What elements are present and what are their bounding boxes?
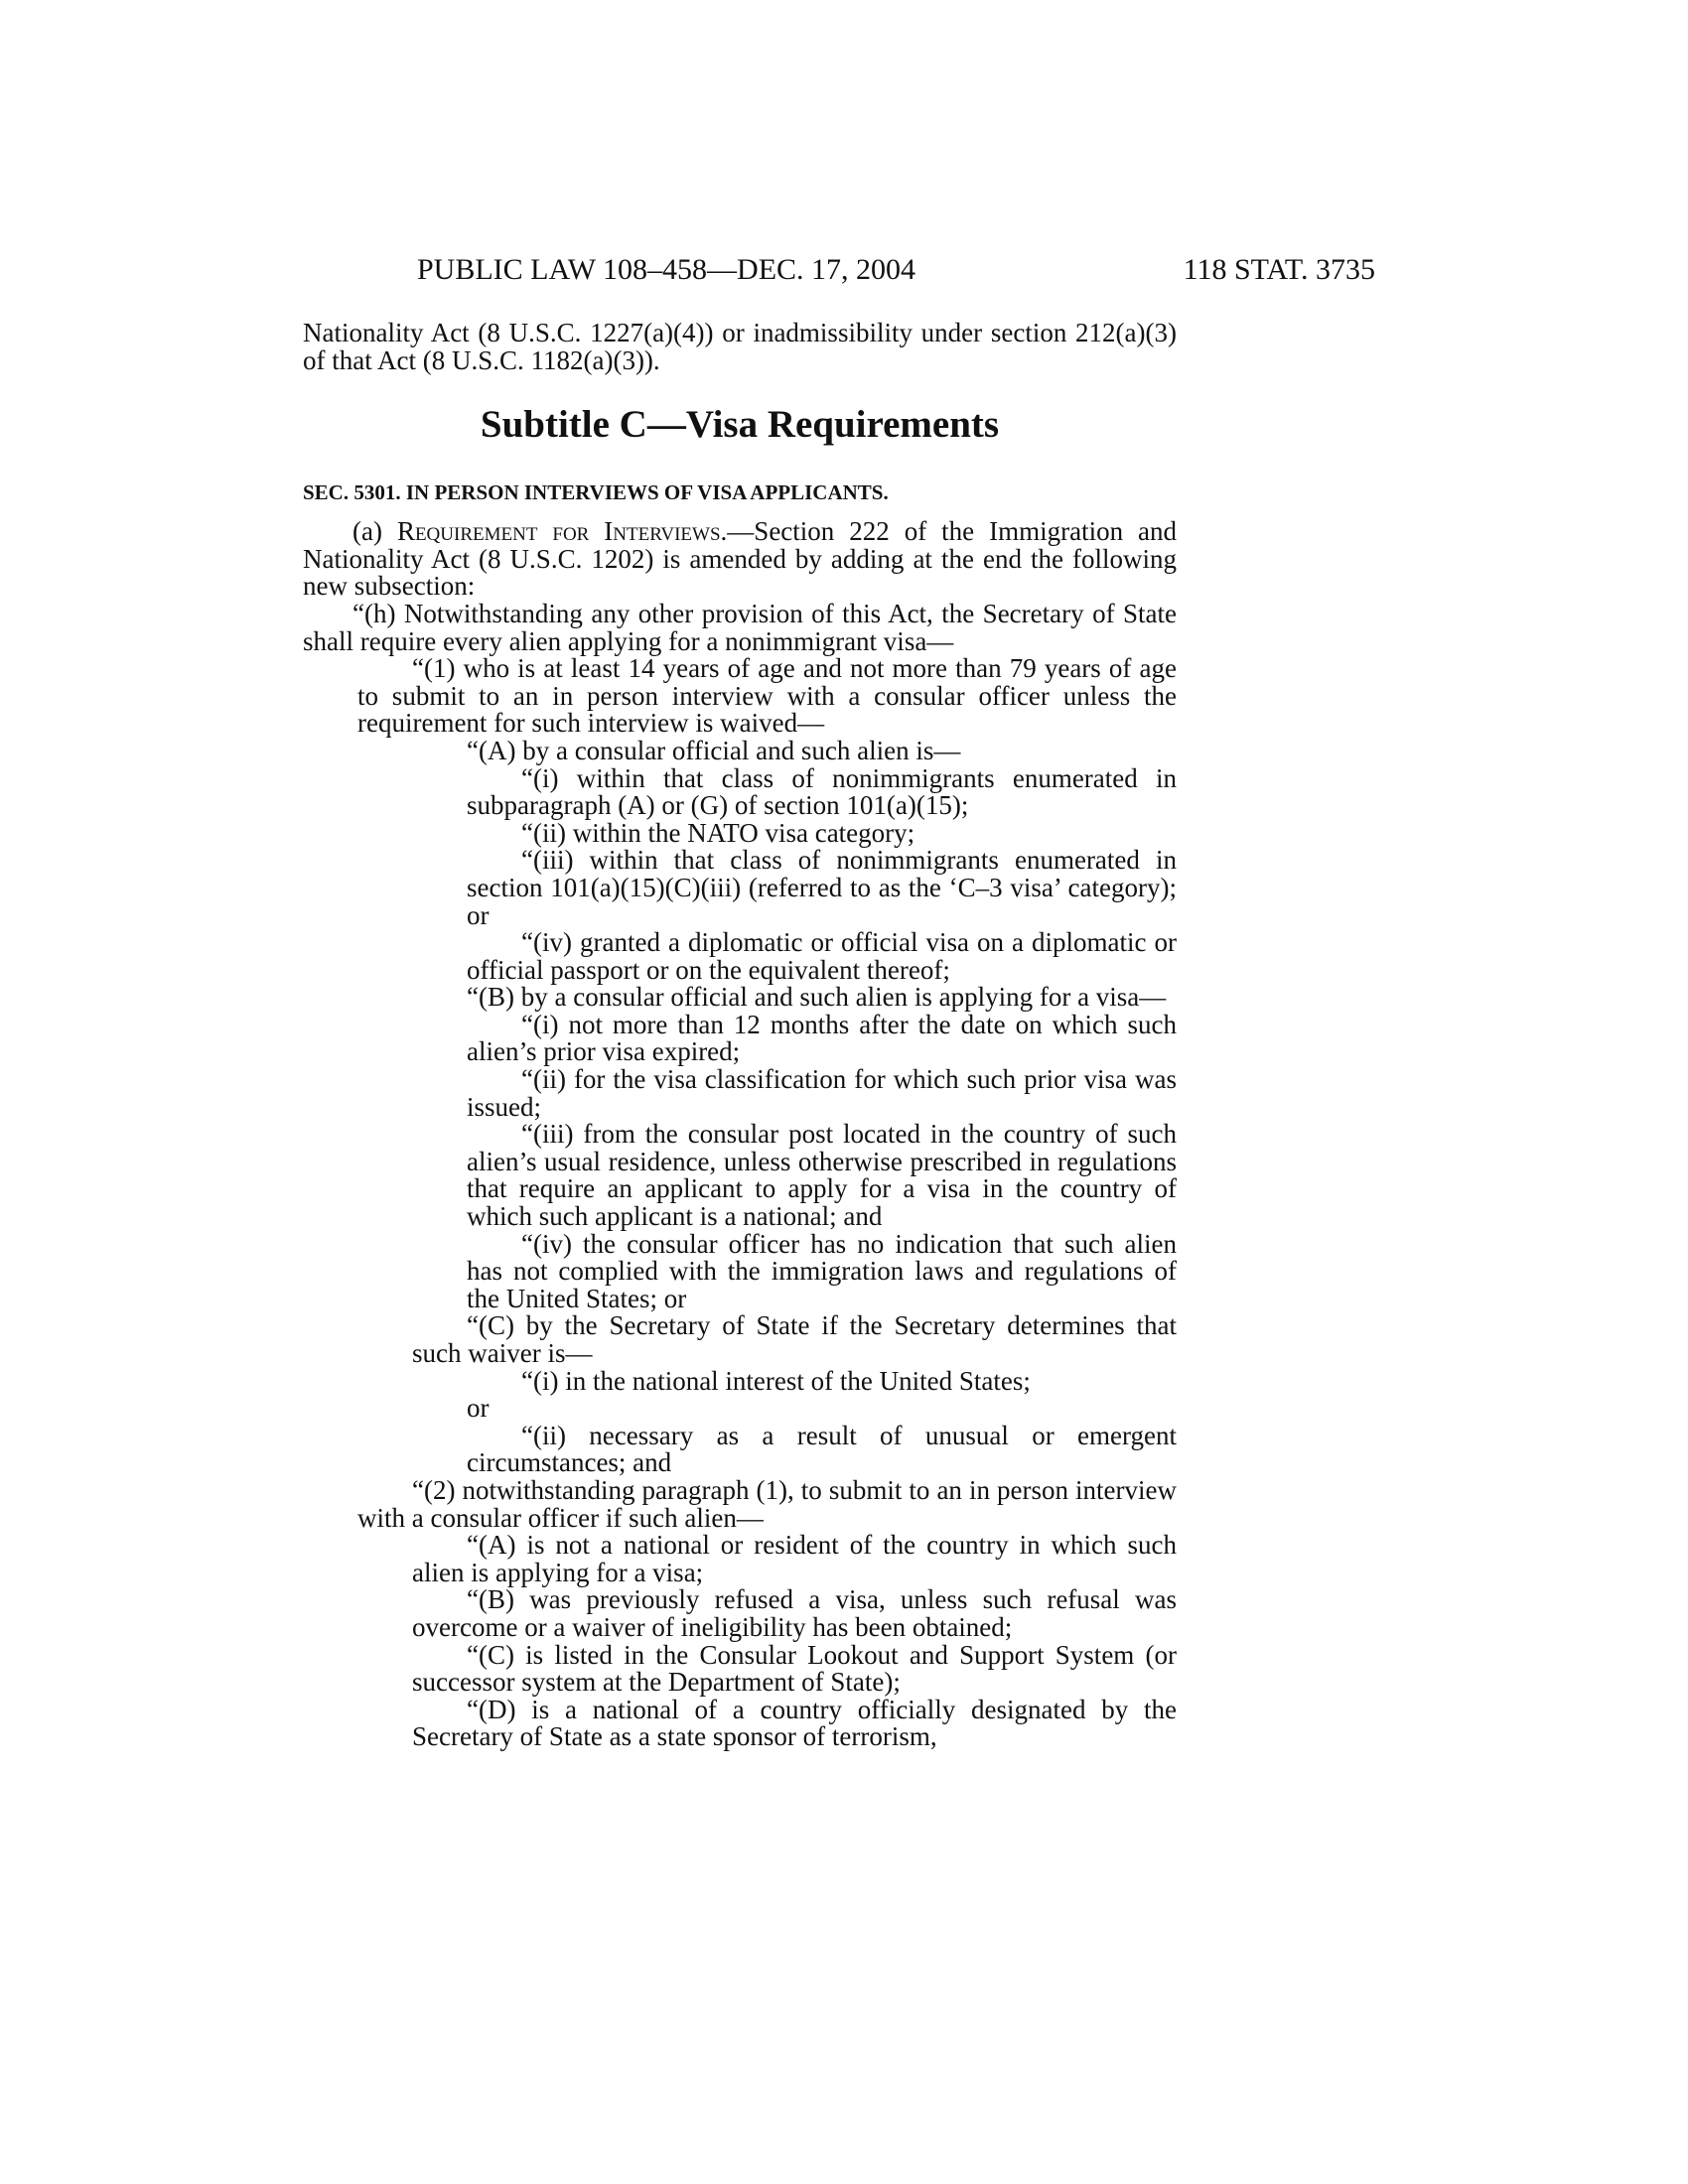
subsection-a-text: —Section 222 of the Immigration and Nationality Act (8 U.S.C. 1202) is amended by adding at the end the following new subsection: bbox=[303, 516, 1178, 602]
subsection-a-heading: Requirement for Interviews. bbox=[396, 516, 728, 547]
subparagraph-1b: “(B) by a consular official and such alien is applying for a visa— bbox=[467, 982, 1167, 1013]
clause-1a-iii: “(iii) within that class of nonimmigrants enumerated in section 101(a)(15)(C)(iii) (referred to as the ‘C–3 visa’ category); or bbox=[467, 845, 1177, 930]
subtitle-heading: Subtitle C—Visa Requirements bbox=[480, 403, 1000, 447]
clause-1a-ii: “(ii) within the NATO visa category; bbox=[521, 817, 915, 848]
clause-1b-iv: “(iv) the consular officer has no indication that such alien has not complied with the immigration laws and regulations of the United States; or bbox=[467, 1228, 1177, 1313]
subsection-a-label: (a) bbox=[352, 516, 397, 547]
subparagraph-2a: “(A) is not a national or resident of the country in which such alien is applying for a visa; bbox=[412, 1530, 1177, 1587]
page-header bbox=[417, 250, 1375, 290]
continued-paragraph: Nationality Act (8 U.S.C. 1227(a)(4)) or inadmissibility under section 212(a)(3) of that Act (8 U.S.C. 1182(a)(3)). bbox=[303, 318, 1177, 375]
clause-1b-i: “(i) not more than 12 months after the date on which such alien’s prior visa expired; bbox=[467, 1009, 1177, 1067]
subparagraph-2d: “(D) is a national of a country officially designated by the Secretary of State as a state sponsor of terrorism, bbox=[412, 1694, 1177, 1752]
subparagraph-2b: “(B) was previously refused a visa, unless such refusal was overcome or a waiver of ineligibility has been obtained; bbox=[412, 1584, 1177, 1642]
paragraph-2: “(2) notwithstanding paragraph (1), to submit to an in person interview with a consular officer if such alien— bbox=[357, 1474, 1177, 1533]
document-body bbox=[303, 320, 1177, 1751]
subparagraph-1c: “(C) by the Secretary of State if the Secretary determines that such waiver is— bbox=[412, 1310, 1177, 1368]
clause-1a-iv: “(iv) granted a diplomatic or official visa on a diplomatic or official passport or on the equivalent thereof; bbox=[467, 927, 1177, 985]
clause-1c-i: “(i) in the national interest of the United States; bbox=[521, 1365, 1031, 1396]
running-head: PUBLIC LAW 108–458—DEC. 17, 2004 bbox=[417, 253, 916, 286]
clause-1c-or: or bbox=[467, 1393, 490, 1424]
paragraph-1: “(1) who is at least 14 years of age and not more than 79 years of age to submit to an in person interview with a consular officer unless the requirement for such interview is waived— bbox=[357, 653, 1177, 739]
subparagraph-1a: “(A) by a consular official and such alien is— bbox=[467, 735, 961, 765]
section-heading: SEC. 5301. IN PERSON INTERVIEWS OF VISA APPLICANTS. bbox=[303, 480, 889, 505]
clause-1a-i: “(i) within that class of nonimmigrants enumerated in subparagraph (A) or (G) of section 101(a)(15); bbox=[467, 762, 1177, 821]
clause-1c-ii: “(ii) necessary as a result of unusual or emergent circumstances; and bbox=[467, 1420, 1177, 1478]
clause-1b-iii: “(iii) from the consular post located in the country of such alien’s usual residence, unless otherwise prescribed in regulations that require an applicant to apply for a visa in the country of which such applicant is a national; and bbox=[467, 1119, 1177, 1232]
stat-citation: 118 STAT. 3735 bbox=[1183, 253, 1375, 286]
clause-1b-ii: “(ii) for the visa classification for which such prior visa was issued; bbox=[467, 1064, 1177, 1122]
subparagraph-2c: “(C) is listed in the Consular Lookout and Support System (or successor system at the Department of State); bbox=[412, 1639, 1177, 1698]
subsection-h: “(h) Notwithstanding any other provision of this Act, the Secretary of State shall require every alien applying for a nonimmigrant visa— bbox=[303, 598, 1177, 656]
subsection-a bbox=[303, 518, 1177, 601]
